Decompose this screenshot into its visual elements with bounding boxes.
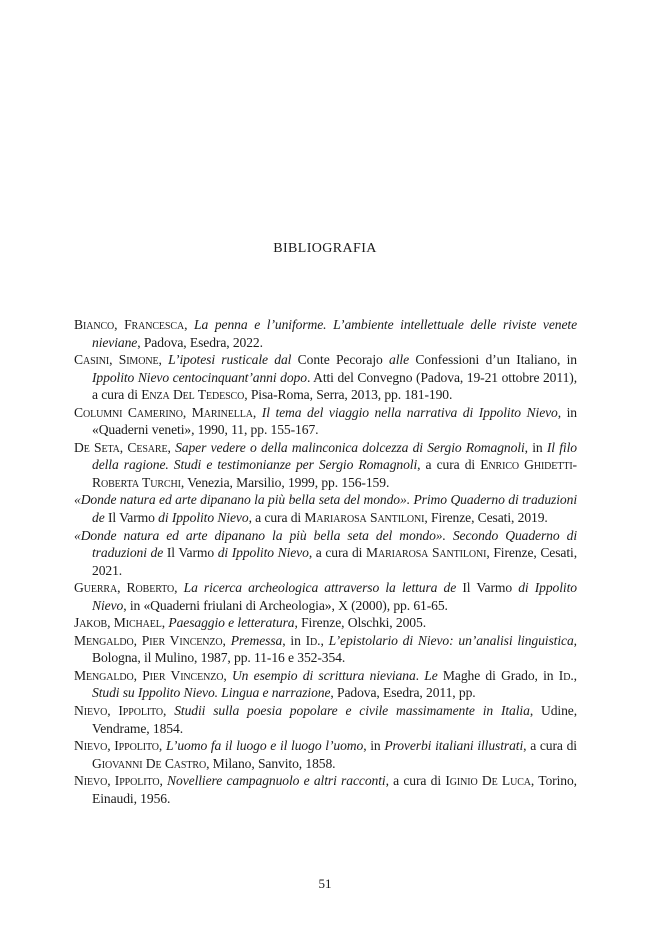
entry-title: alle [389,352,416,368]
entry-title: Le [424,667,443,683]
entry-text: , in «Quaderni veneti», 1990, 11, pp. 155-167. [92,404,578,438]
entry-title: Novelliere campagnuolo e altri racconti [167,773,386,789]
entry-text: , [320,632,329,648]
entry-text: , [223,667,232,683]
entry-title: Premessa [230,632,283,648]
entry-title: Il tema del viaggio nella narrativa di Ippolito Nievo [261,404,558,420]
entry-name: Mariarosa Santiloni [304,510,425,526]
bibliography-entry [74,667,577,702]
entry-text: Maghe di Grado, in [442,667,559,683]
bibliography-entry [74,737,577,772]
entry-title: L’ipotesi rusticale dal [168,352,298,368]
entry-text: , a cura di [385,773,446,789]
entry-text: , Padova, Esedra, 2022. [137,334,263,350]
entry-text: , [252,404,262,420]
entry-title: La penna e l’uniforme. L’ambiente intellettuale delle riviste venete nieviane [92,317,577,350]
entry-text: , [573,667,577,683]
entry-name: Id. [305,632,321,648]
bibliography-entry [74,579,577,614]
entry-text: , Padova, Esedra, 2011, pp. [330,685,476,701]
entry-text: , Udine, Vendrame, 1854. [92,703,578,736]
bibliography-entry [74,439,577,492]
entry-name: Casini, Simone [74,352,159,368]
bibliography-entry [74,632,577,667]
entry-name: Mengaldo, Pier Vincenzo [74,632,223,648]
entry-text: , [184,317,195,332]
entry-text: , in «Quaderni friulani di Archeologia», X (2000), pp. 61-65. [123,597,448,613]
entry-text: Il Varmo [166,545,218,561]
bibliography-entry [74,614,577,632]
entry-title: Ippolito Nievo centocinquant’anni dopo [92,369,307,385]
entry-title: Paesaggio e letteratura [168,615,295,631]
entry-name: Giovanni De Castro [92,755,207,771]
bibliography-entry [74,772,577,807]
entry-text: , a cura di [308,545,366,561]
entry-title: di Ippolito Nievo [217,545,309,561]
entry-text: , Milano, Sanvito, 1858. [206,755,336,771]
entry-text: , Bologna, il Mulino, 1987, pp. 11-16 e 352-354. [92,632,577,666]
entry-text: , [167,439,176,455]
entry-text: . Atti del Convegno (Padova, 19-21 ottobre 2011), a cura di [92,369,577,403]
bibliography-entry [74,351,577,404]
entry-name: Mengaldo, Pier Vincenzo [74,667,224,683]
entry-name: Mariarosa Santiloni [366,545,487,561]
entry-text: , [158,352,169,368]
entry-title: L’epistolario di Nievo: un’analisi linguistica [328,632,574,648]
entry-title: Un esempio di scrittura nieviana [231,667,416,683]
entry-name: De Seta, Cesare [74,439,168,455]
entry-name: Id. [558,667,574,683]
entry-text: , a cura di [248,510,305,526]
entry-text: , a cura di [523,738,577,754]
entry-name: Columni Camerino, Marinella [74,404,253,420]
entry-text: . [415,667,425,683]
entry-title: Il filo della ragione. Studi e testimonianze per Sergio Romagnoli [92,439,577,473]
bibliography-entry [74,702,577,737]
entry-name: Jakob, Michael [74,615,162,631]
entry-text: , Venezia, Marsilio, 1999, pp. 156-159. [180,474,390,490]
entry-title: Studi su Ippolito Nievo. Lingua e narrazione [92,685,331,701]
entry-title: «Donde natura ed arte dipanano la più bella seta del mondo». Secondo Quaderno di traduzioni de [74,527,577,561]
entry-text: , [161,615,169,631]
entry-title: L’uomo fa il luogo e il luogo l’uomo [165,738,364,754]
entry-name: Nievo, Ippolito [74,703,164,719]
entry-text: , Torino, Einaudi, 1956. [92,773,577,806]
bibliography-entry [74,491,577,526]
entry-title: «Donde natura ed arte dipanano la più bella seta del mondo». Primo Quaderno di traduzioni de [74,492,577,526]
entry-title: Studii sulla poesia popolare e civile massimamente in Italia [174,703,530,719]
entry-text: , in [282,632,306,648]
bibliography-entry [74,316,577,351]
entry-title: La ricerca archeologica attraverso la lettura de [183,580,463,596]
entry-name: Nievo, Ippolito [74,773,160,789]
bibliography-entry [74,527,577,580]
entry-text: Il Varmo [107,510,159,526]
page-number: 51 [318,876,332,891]
entry-text: , [159,773,168,789]
entry-text: , [163,703,175,719]
entry-title: di Ippolito Nievo [92,580,577,613]
entry-name: Enrico Ghidetti-Roberta Turchi [92,457,577,490]
entry-name: Nievo, Ippolito [74,738,159,754]
entry-name: Iginio De Luca [445,773,531,789]
entry-name: Enza Del Tedesco [141,387,245,403]
entry-text: , in [524,439,547,455]
entry-text: , Firenze, Cesati, 2021. [92,545,577,578]
entry-text: , in [363,738,385,754]
entry-name: Guerra, Roberto [74,580,175,596]
entry-text: , a cura di [417,457,481,473]
entry-text: Il Varmo [462,580,519,596]
page-title: BIBLIOGRAFIA [273,241,377,256]
entry-name: Bianco, Francesca [74,317,185,332]
entry-title: Proverbi italiani illustrati [384,738,524,754]
entry-text: Conte Pecorajo [297,352,390,368]
entry-text: , Firenze, Cesati, 2019. [424,510,548,526]
entry-title: Saper vedere o della malinconica dolcezza di Sergio Romagnoli [175,439,525,455]
entry-text: , [158,738,166,754]
entry-text: , [222,632,231,648]
entry-text: , Pisa-Roma, Serra, 2013, pp. 181-190. [244,387,453,403]
entry-text: , Firenze, Olschki, 2005. [294,615,426,631]
entry-title: di Ippolito Nievo [158,510,249,526]
entry-text: , [174,580,184,596]
bibliography-list [74,316,577,807]
bibliography-entry [74,404,577,439]
entry-text: Confessioni d’un Italiano, in [415,352,577,368]
